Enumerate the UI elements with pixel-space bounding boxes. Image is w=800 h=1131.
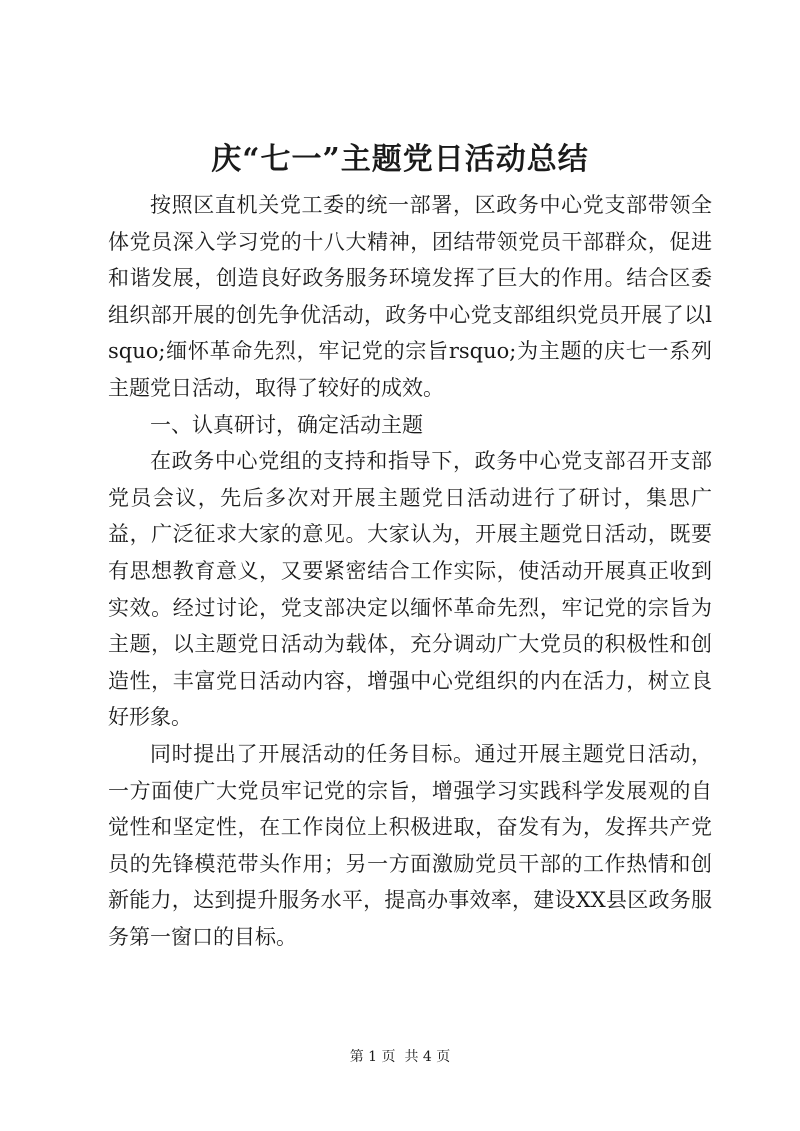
page-number-label: 第 1 页 共 4 页 <box>349 1049 451 1065</box>
paragraph-discussion: 在政务中心党组的支持和指导下，政务中心党支部召开支部党员会议，先后多次对开展主题党日活动进行了研讨，集思广益，广泛征求大家的意见。大家认为，开展主题党日活动，既要有思想教育意义，又要紧密结合工作实际，使活动开展真正收到实效。经过讨论，党支部决定以缅怀革命先烈，牢记党的宗旨为主题，以主题党日活动为载体，充分调动广大党员的积极性和创造性，丰富党日活动内容，增强中心党组织的内在活力，树立良好形象。 <box>108 449 712 730</box>
paragraph-intro: 按照区直机关党工委的统一部署，区政务中心党支部带领全体党员深入学习党的十八大精神，团结带领党员干部群众，促进和谐发展，创造良好政务服务环境发挥了巨大的作用。结合区委组织部开展的创先争优活动，政务中心党支部组织党员开展了以lsquo;缅怀革命先烈，牢记党的宗旨rsquo;为主题的庆七一系列主题党日活动，取得了较好的成效。 <box>108 193 712 400</box>
paragraph-goals: 同时提出了开展活动的任务目标。通过开展主题党日活动，一方面使广大党员牢记党的宗旨，增强学习实践科学发展观的自觉性和坚定性，在工作岗位上积极进取，奋发有为，发挥共产党员的先锋模范带头作用；另一方面激励党员干部的工作热情和创新能力，达到提升服务水平，提高办事效率，建设XX县区政务服务第一窗口的目标。 <box>108 741 712 949</box>
page-footer <box>0 1047 800 1067</box>
document-body <box>108 187 712 955</box>
document-title: 庆“七一”主题党日活动总结 <box>211 142 589 177</box>
section-heading: 一、认真研讨，确定活动主题 <box>150 412 423 437</box>
